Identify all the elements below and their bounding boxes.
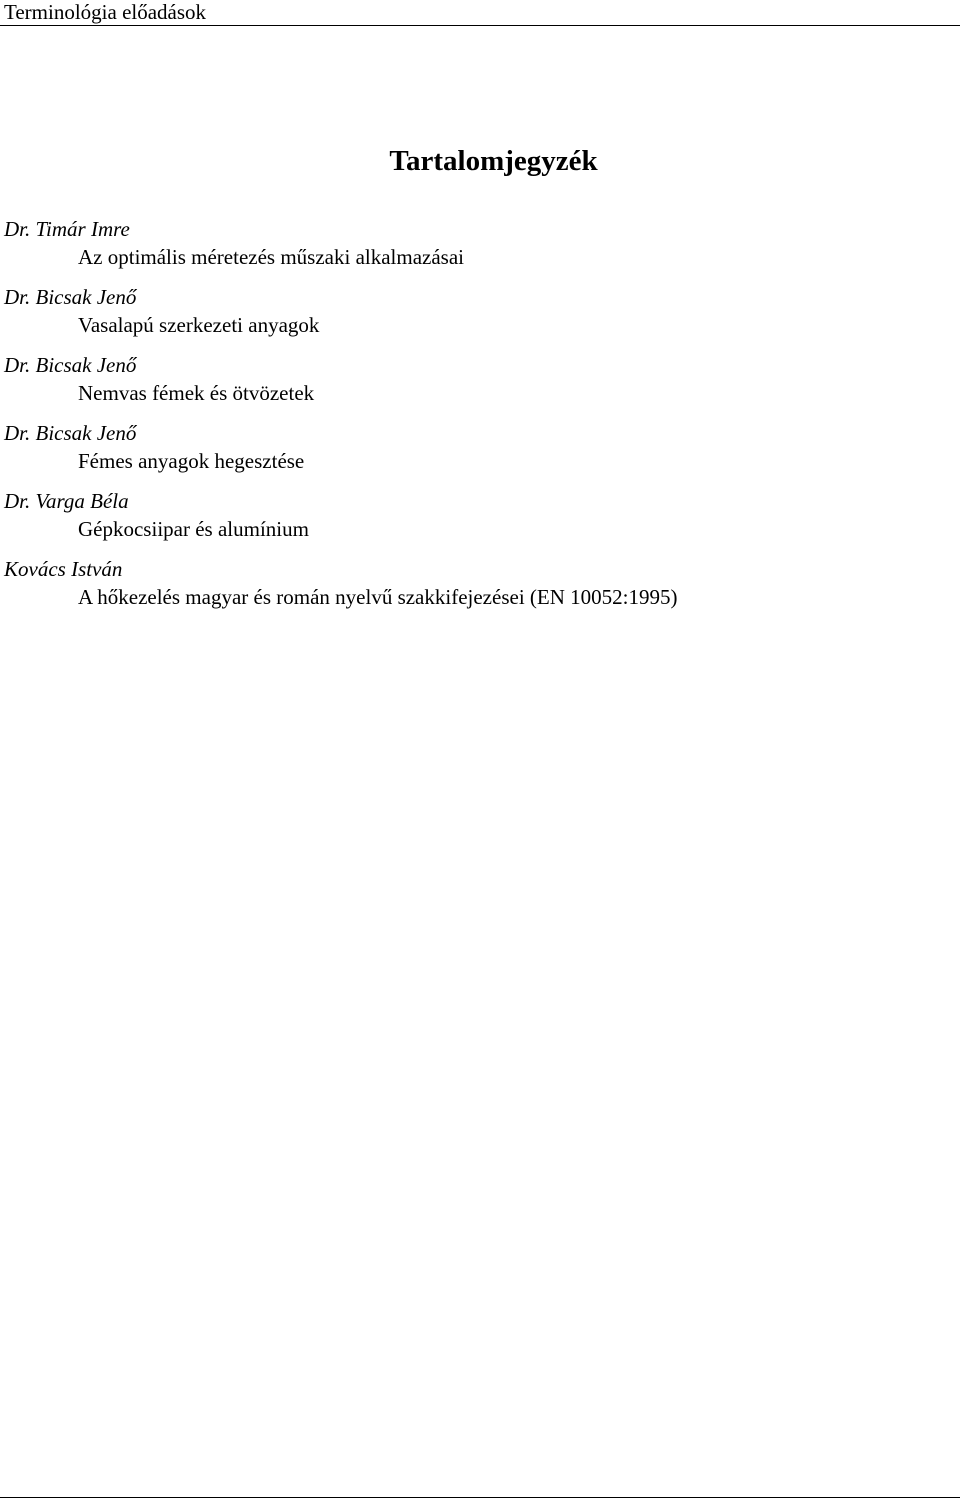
toc-entry-author: Dr. Timár Imre [4,217,130,241]
toc-title: Tartalomjegyzék [389,145,598,177]
toc-list [0,214,960,622]
header-rule [0,25,960,26]
toc-entry [0,214,960,282]
toc-entry-author: Dr. Bicsak Jenő [4,353,137,377]
toc-entry-title: Az optimális méretezés műszaki alkalmazásai [78,245,465,269]
toc-entry [0,486,960,554]
toc-entry [0,350,960,418]
toc-entry-author: Dr. Varga Béla [4,489,129,513]
toc-entry-title: Gépkocsiipar és alumínium [78,517,309,541]
running-header-title: Terminológia előadások [4,0,207,24]
toc-entry [0,282,960,350]
toc-entry [0,554,960,622]
footer-rule [0,1497,960,1498]
toc-entry-title: Fémes anyagok hegesztése [78,449,305,473]
toc-entry-author: Dr. Bicsak Jenő [4,421,137,445]
toc-entry-author: Kovács István [4,557,123,581]
toc-entry-title: Vasalapú szerkezeti anyagok [78,313,320,337]
toc-entry-title: A hőkezelés magyar és román nyelvű szakkifejezései (EN 10052:1995) [78,585,678,609]
toc-entry [0,418,960,486]
toc-entry-author: Dr. Bicsak Jenő [4,285,137,309]
toc-entry-title: Nemvas fémek és ötvözetek [78,381,315,405]
